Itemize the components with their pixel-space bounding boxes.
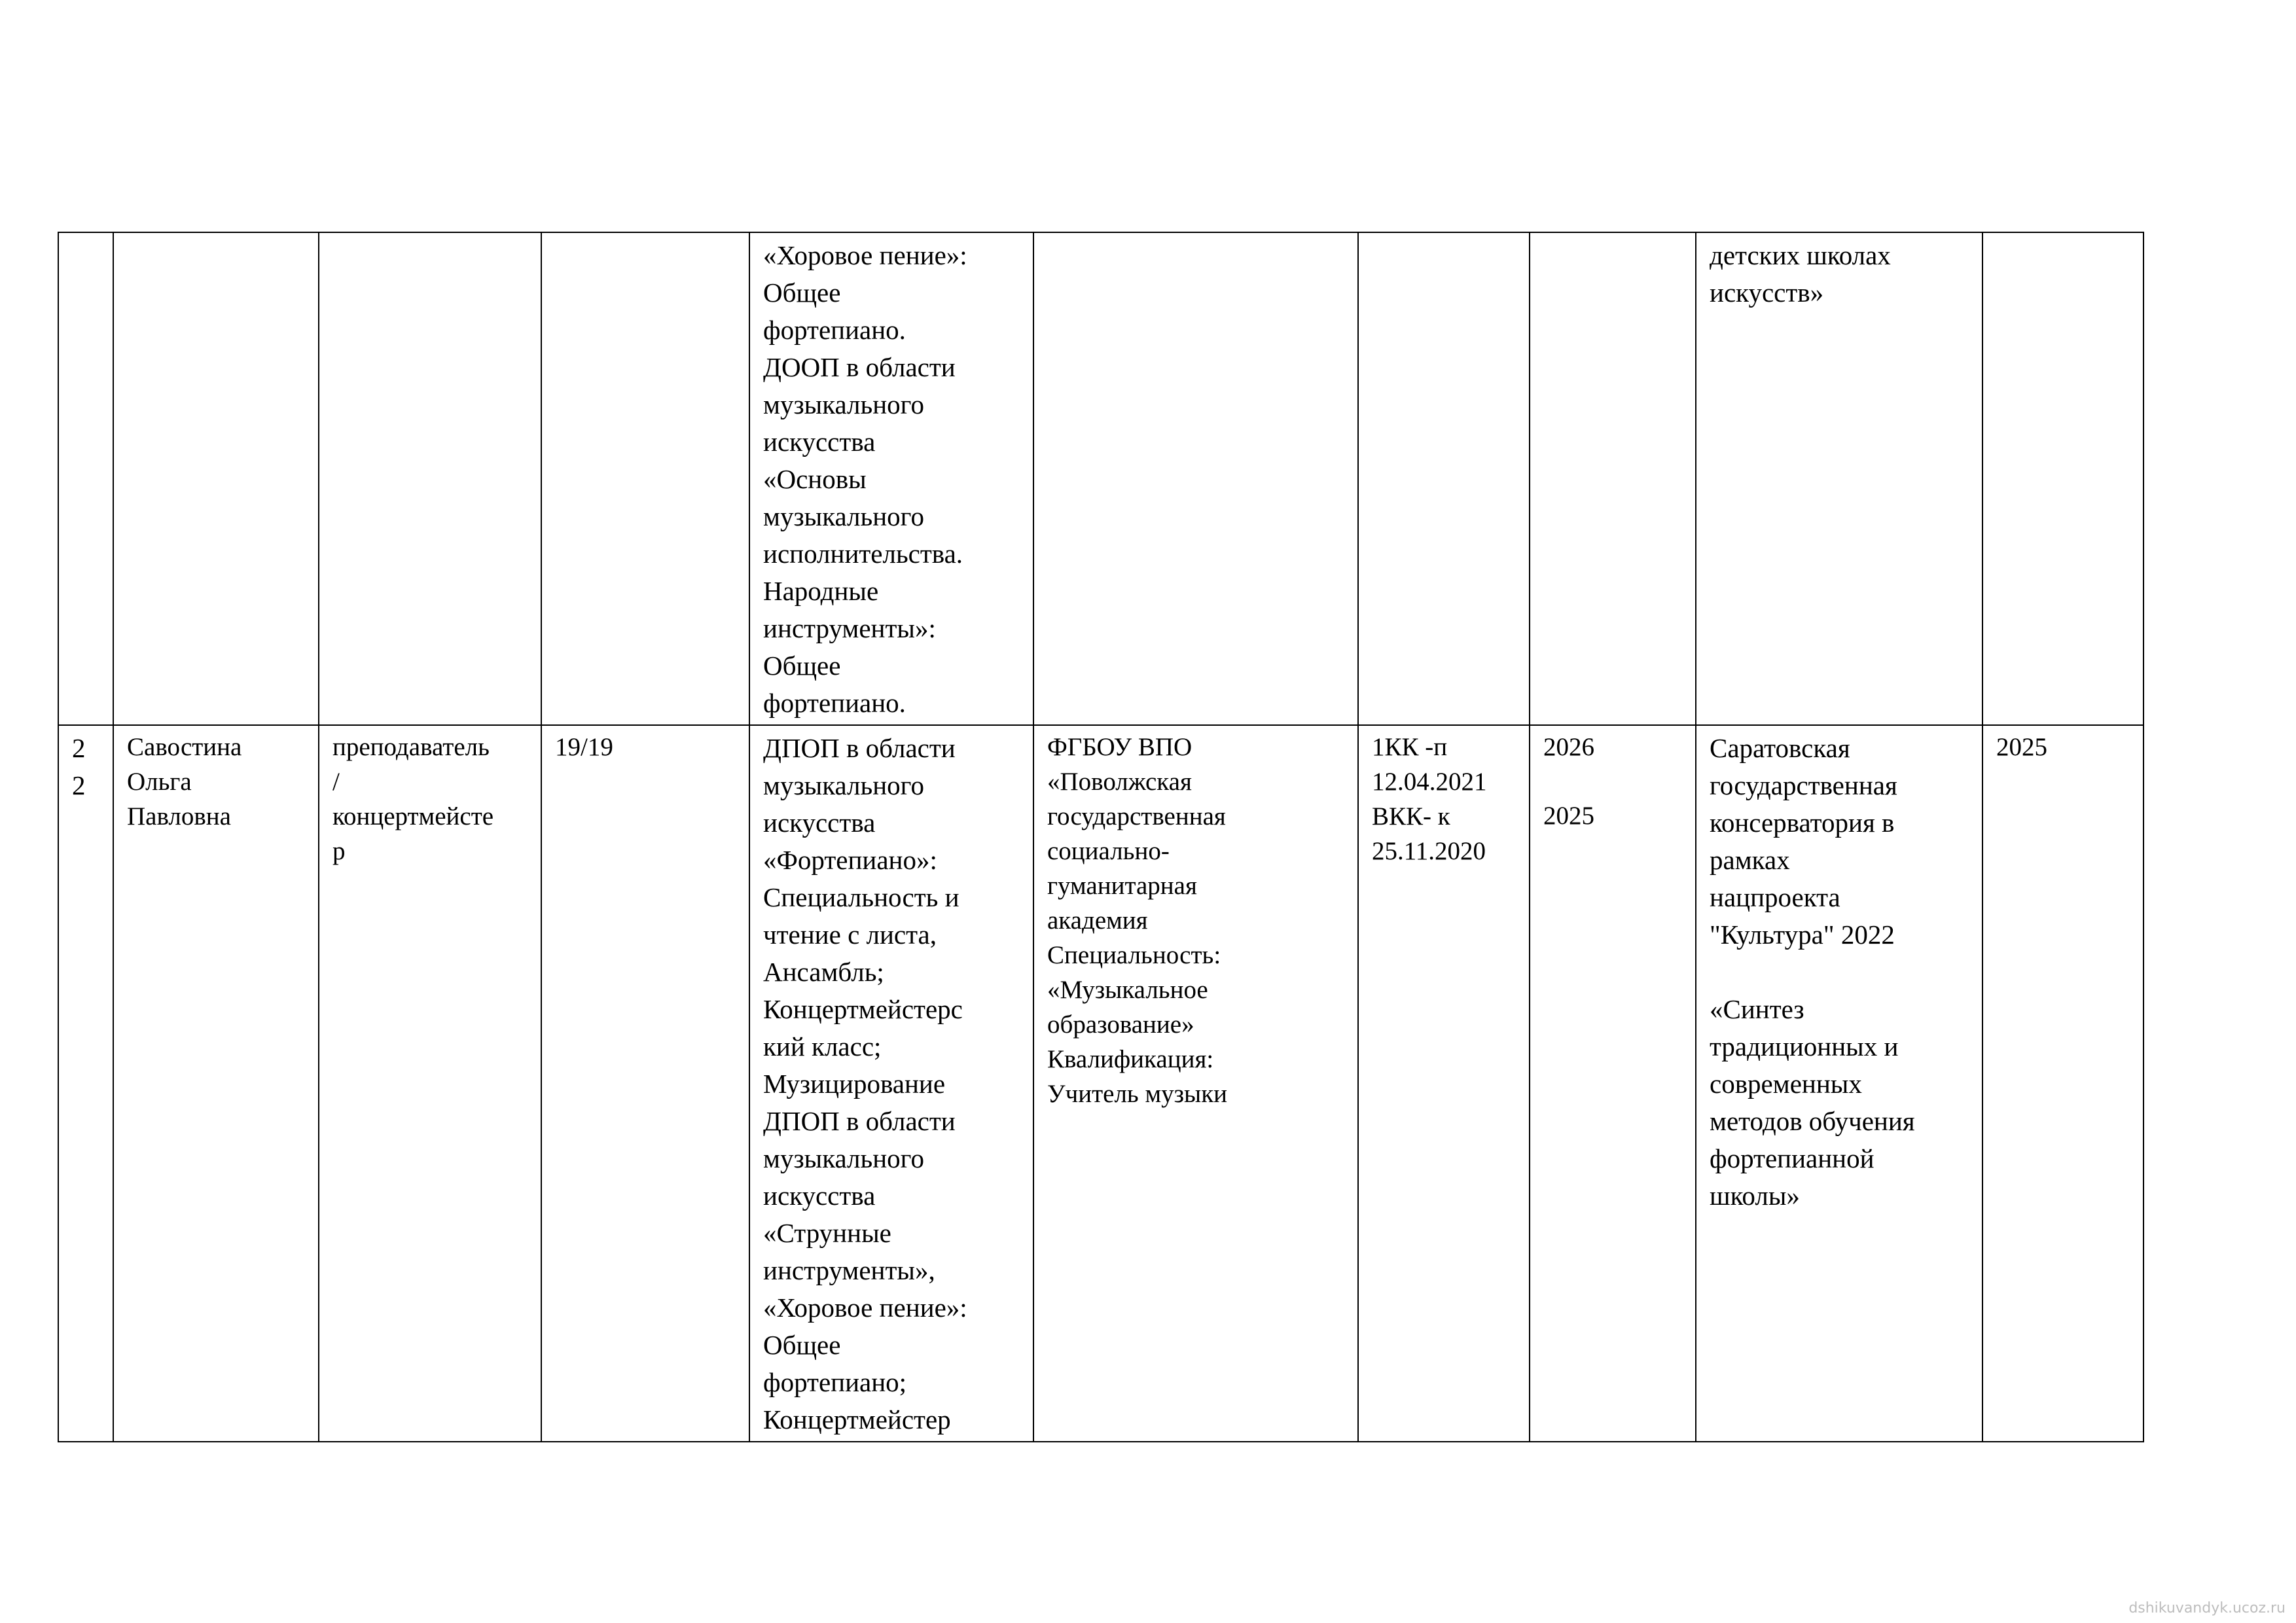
experience-cell: 19/19 [541, 725, 749, 1442]
course-entry: «Синтез традиционных и современных методов обучения фортепианной школы» [1710, 994, 1915, 1211]
year-value: 2025 [1543, 802, 1594, 830]
subjects-cell: ДПОП в области музыкального искусства «Фортепиано»: Специальность и чтение с листа, Ансамбль; Концертмейстерс кий класс; Музицирование ДПОП в области музыкального искусства «Струнные инструменты», «Хоровое пение»: Общее фортепиано; Концертмейстер [749, 725, 1033, 1442]
category-cell: 1КК -п 12.04.2021 ВКК- к 25.11.2020 [1358, 725, 1530, 1442]
num-cell: 2 2 [58, 725, 113, 1442]
num-cell [58, 232, 113, 725]
position-cell: преподаватель / концертмейсте р [319, 725, 541, 1442]
name-cell: Савостина Ольга Павловна [113, 725, 319, 1442]
education-cell: ФГБОУ ВПО «Поволжская государственная социально- гуманитарная академия Специальность: «Музыкальное образование» Квалификация: Учитель музыки [1033, 725, 1358, 1442]
table-row [58, 725, 2144, 1442]
courses-cell: детских школах искусств» [1696, 232, 1982, 725]
years-cell [1530, 232, 1696, 725]
subjects-cell: «Хоровое пение»: Общее фортепиано. ДООП в области музыкального искусства «Основы музыкального исполнительства. Народные инструменты»: Общее фортепиано. [749, 232, 1033, 725]
experience-cell [541, 232, 749, 725]
name-cell [113, 232, 319, 725]
courses-cell [1696, 725, 1982, 1442]
watermark: dshikuvandyk.ucoz.ru [2128, 1600, 2286, 1616]
course-entry: Саратовская государственная консерватория в рамках нацпроекта "Культура" 2022 [1710, 733, 1897, 950]
staff-table [58, 232, 2144, 1442]
year-value: 2026 [1543, 733, 1594, 761]
final-year-cell: 2025 [1982, 725, 2144, 1442]
table-row [58, 232, 2144, 725]
education-cell [1033, 232, 1358, 725]
position-cell [319, 232, 541, 725]
final-year-cell [1982, 232, 2144, 725]
category-cell [1358, 232, 1530, 725]
years-cell [1530, 725, 1696, 1442]
